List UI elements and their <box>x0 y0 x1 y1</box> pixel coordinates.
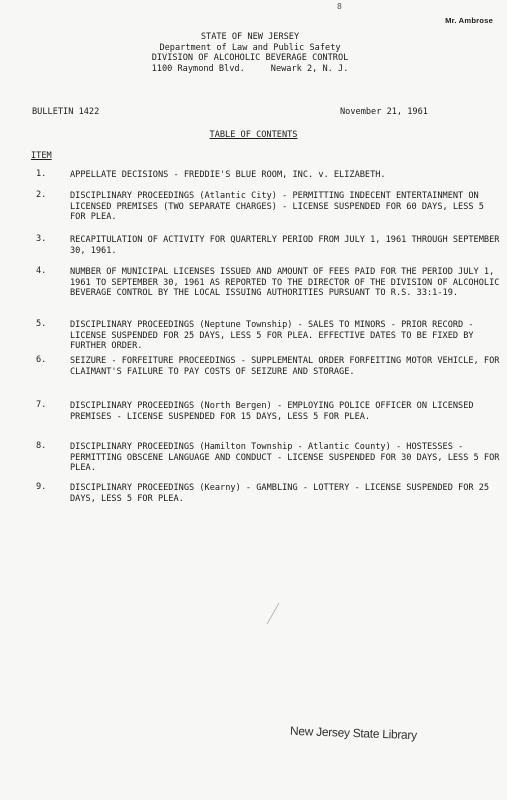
toc-entry-number: 4. <box>36 266 47 276</box>
letterhead-division: DIVISION OF ALCOHOLIC BEVERAGE CONTROL <box>151 53 349 63</box>
toc-entry-text: DISCIPLINARY PROCEEDINGS (Kearny) - GAMBLING - LOTTERY - LICENSE SUSPENDED FOR 25 DAYS, LESS 5 FOR PLEA. <box>70 483 490 504</box>
toc-entry-number: 2. <box>36 190 47 200</box>
toc-entry-number: 5. <box>36 319 47 329</box>
toc-entry-text: SEIZURE - FORFEITURE PROCEEDINGS - SUPPLEMENTAL ORDER FORFEITING MOTOR VEHICLE, FOR CLAIMANT'S FAILURE TO PAY COSTS OF SEIZURE AND STORAGE. <box>70 356 500 377</box>
letterhead <box>120 33 380 75</box>
toc-entry-3 <box>36 235 501 256</box>
recipient-note: Mr. Ambrose <box>445 16 493 25</box>
toc-entry-number: 6. <box>36 355 47 365</box>
toc-entry-5 <box>36 320 501 352</box>
bulletin-number: BULLETIN 1422 <box>32 107 100 117</box>
toc-entry-number: 7. <box>36 400 47 410</box>
letterhead-state: STATE OF NEW JERSEY <box>200 32 300 42</box>
toc-entry-7 <box>36 401 501 422</box>
letterhead-department: Department of Law and Public Safety <box>159 42 341 53</box>
pencil-mark-icon <box>265 600 283 626</box>
toc-entry-1 <box>36 170 501 181</box>
toc-entry-2 <box>36 191 501 223</box>
toc-entry-number: 8. <box>36 441 47 451</box>
toc-entry-text: DISCIPLINARY PROCEEDINGS (Atlantic City) - PERMITTING INDECENT ENTERTAINMENT ON LICENSED PREMISES (TWO SEPARATE CHARGES) - LICENSE SUSPENDED FOR 60 DAYS, LESS 5 FOR PLEA. <box>70 191 484 223</box>
address-street: 1100 Raymond Blvd. <box>151 63 245 74</box>
toc-entry-text: DISCIPLINARY PROCEEDINGS (Neptune Township) - SALES TO MINORS - PRIOR RECORD - LICENSE SUSPENDED FOR 25 DAYS, LESS 5 FOR PLEA. EFFECTIVE DATES TO BE FIXED BY FURTHER ORDER. <box>70 320 474 352</box>
toc-entry-8 <box>36 442 501 474</box>
address-city: Newark 2, N. J. <box>270 63 349 74</box>
toc-entry-text: DISCIPLINARY PROCEEDINGS (Hamilton Township - Atlantic County) - HOSTESSES - PERMITTING OBSCENE LANGUAGE AND CONDUCT - LICENSE SUSPENDED FOR 30 DAYS, LESS 5 FOR PLEA. <box>70 442 500 474</box>
library-stamp: New Jersey State Library <box>289 723 418 743</box>
toc-entry-number: 1. <box>36 169 47 179</box>
toc-title: TABLE OF CONTENTS <box>209 130 298 140</box>
toc-entry-text: RECAPITULATION OF ACTIVITY FOR QUARTERLY PERIOD FROM JULY 1, 1961 THROUGH SEPTEMBER 30, 1961. <box>70 235 500 256</box>
toc-entry-number: 3. <box>36 234 47 244</box>
toc-entry-6 <box>36 356 501 377</box>
toc-entry-text: DISCIPLINARY PROCEEDINGS (North Bergen) - EMPLOYING POLICE OFFICER ON LICENSED PREMISES - LICENSE SUSPENDED FOR 15 DAYS, LESS 5 FOR PLEA. <box>70 401 474 422</box>
toc-entry-text: APPELLATE DECISIONS - FREDDIE'S BLUE ROOM, INC. v. ELIZABETH. <box>70 170 386 180</box>
toc-entry-text: NUMBER OF MUNICIPAL LICENSES ISSUED AND AMOUNT OF FEES PAID FOR THE PERIOD JULY 1, 1961 TO SEPTEMBER 30, 1961 AS REPORTED TO THE DIRECTOR OF THE DIVISION OF ALCOHOLIC BEVERAGE CONTROL BY THE LOCAL ISSUING AUTHORITIES PURSUANT TO R.S. 33:1-19. <box>70 267 500 299</box>
bulletin-date: November 21, 1961 <box>340 107 428 117</box>
toc-entry-4 <box>36 267 501 299</box>
letterhead-address <box>120 65 380 76</box>
toc-entry-number: 9. <box>36 482 47 492</box>
page-mark: 8 <box>337 2 342 11</box>
toc-item-heading: ITEM <box>31 151 52 161</box>
toc-entry-9 <box>36 483 501 504</box>
